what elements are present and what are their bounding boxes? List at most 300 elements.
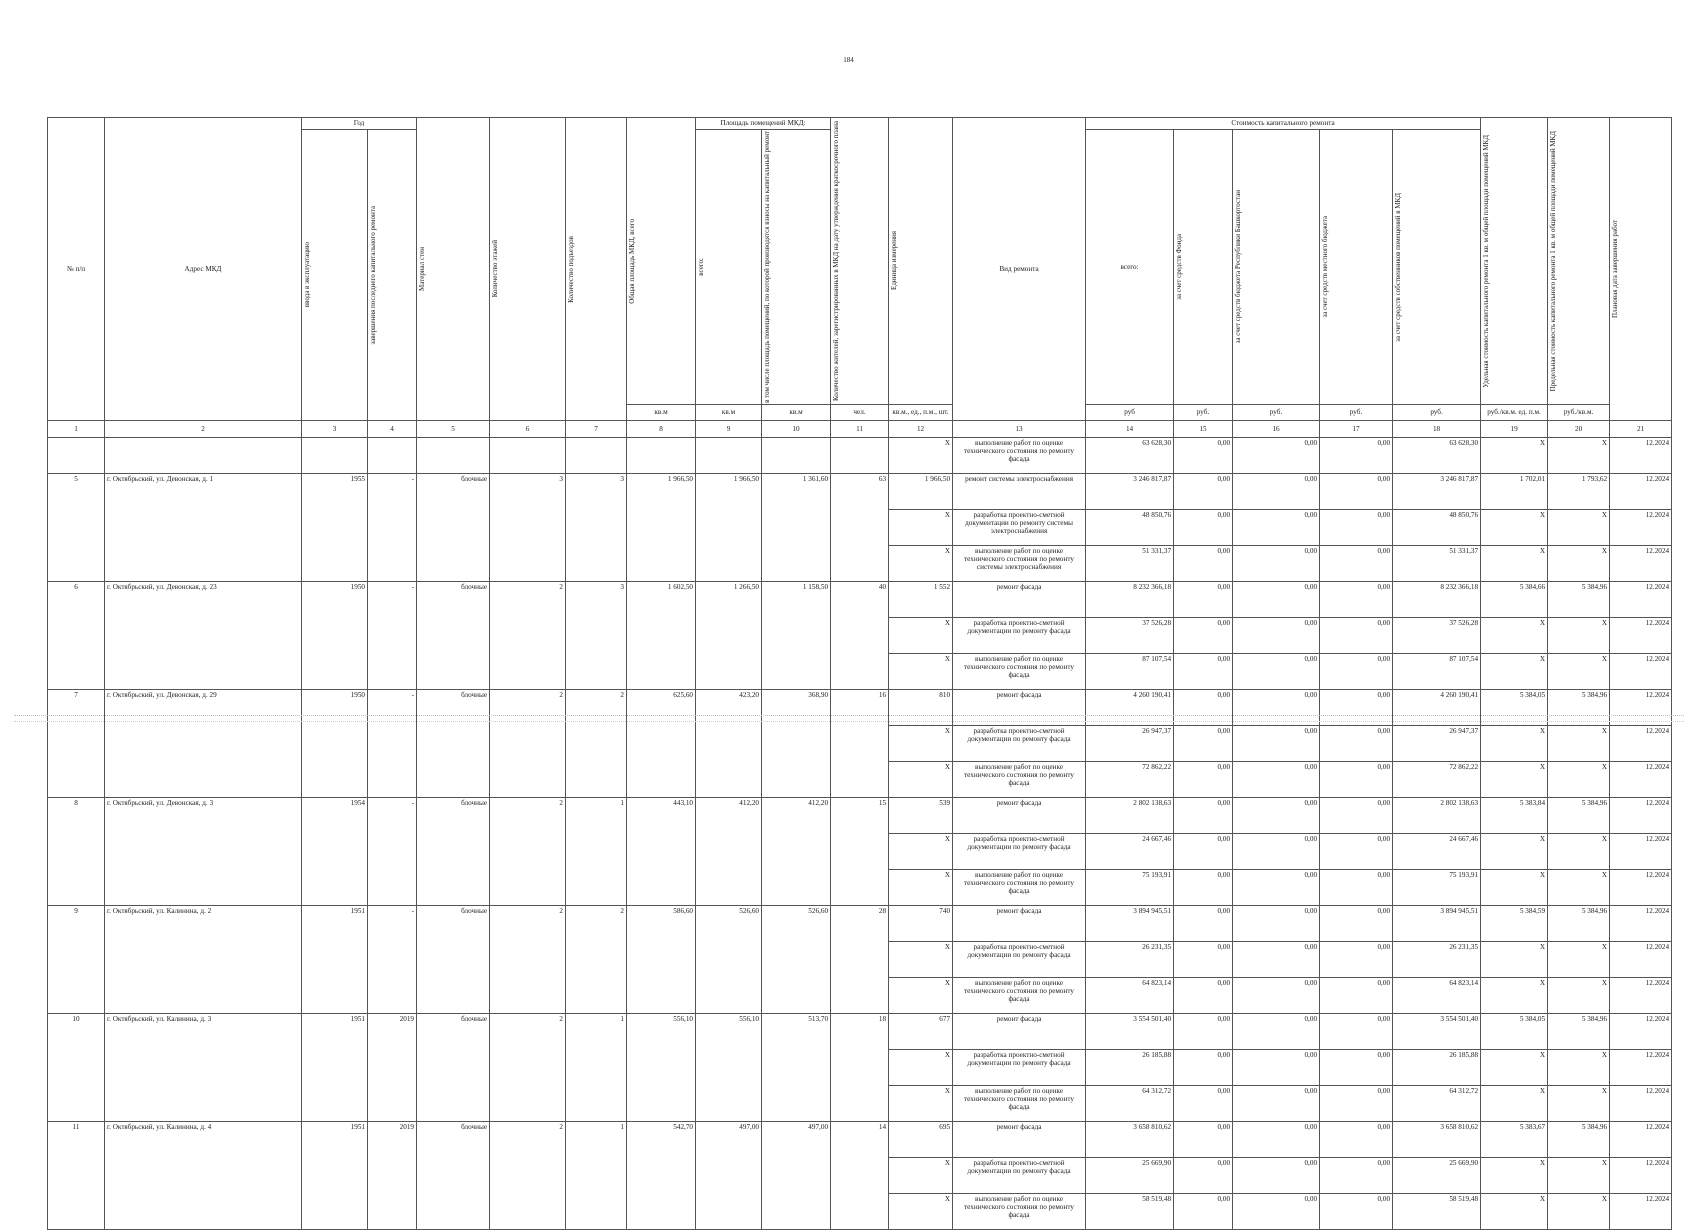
column-number: 21 (1610, 420, 1672, 437)
x-mark: X (889, 1157, 953, 1193)
unit-8: кв.м (627, 404, 696, 420)
house-address: г. Октябрьский, ул. Девонская, д. 3 (105, 797, 302, 905)
unit-cost: X (1481, 653, 1548, 689)
cost-total: 64 312,72 (1086, 1085, 1174, 1121)
planned-date: 12.2024 (1610, 1193, 1672, 1229)
premises-area: 412,20 (696, 797, 762, 905)
entrances-count: 1 (566, 1121, 627, 1229)
header-walls: Материал стен (418, 246, 427, 291)
cost-fund: 0,00 (1174, 1013, 1233, 1049)
header-repair-type: Вид ремонта (953, 118, 1086, 421)
cost-owners: 24 667,46 (1393, 833, 1481, 869)
floors-count: 3 (490, 473, 566, 581)
unit-cost: X (1481, 869, 1548, 905)
header-num: № п/п (48, 118, 105, 421)
cost-owners: 87 107,54 (1393, 653, 1481, 689)
wall-material: блочные (417, 797, 490, 905)
column-number: 16 (1233, 420, 1320, 437)
planned-date: 12.2024 (1610, 905, 1672, 941)
cost-local: 0,00 (1320, 617, 1393, 653)
wall-material: блочные (417, 581, 490, 689)
fee-area: 526,60 (762, 905, 831, 1013)
cost-fund: 0,00 (1174, 617, 1233, 653)
unit-17: руб. (1320, 404, 1393, 420)
residents-count: 14 (831, 1121, 889, 1229)
header-premises-total: всего: (697, 258, 706, 276)
unit-9: кв.м (696, 404, 762, 420)
cost-total: 3 554 501,40 (1086, 1013, 1174, 1049)
cost-local: 0,00 (1320, 1085, 1393, 1121)
cost-republic: 0,00 (1233, 1121, 1320, 1157)
house-address: г. Октябрьский, ул. Калинина, д. 2 (105, 905, 302, 1013)
column-number: 15 (1174, 420, 1233, 437)
header-local-budget: за счет средств местного бюджета (1321, 216, 1330, 318)
repair-type: выполнение работ по оценке технического состояния по ремонту фасада (953, 869, 1086, 905)
cost-total: 2 802 138,63 (1086, 797, 1174, 833)
cost-total: 3 246 817,87 (1086, 473, 1174, 509)
cost-owners: 75 193,91 (1393, 869, 1481, 905)
planned-date: 12.2024 (1610, 581, 1672, 617)
entrances-count: 2 (566, 905, 627, 1013)
header-fee-area: в том числе площадь помещений, по которой производятся взносы на капитальный ремонт (763, 131, 772, 403)
house-number: 10 (48, 1013, 105, 1121)
last-repair-year: 2019 (368, 1013, 417, 1121)
page-number: 184 (843, 56, 854, 64)
wall-material: блочные (417, 473, 490, 581)
x-mark: X (889, 653, 953, 689)
max-cost: X (1548, 977, 1610, 1013)
cost-fund: 0,00 (1174, 797, 1233, 833)
total-area: 586,60 (627, 905, 696, 1013)
header-floors: Количество этажей (491, 240, 500, 298)
cost-local: 0,00 (1320, 761, 1393, 797)
x-mark: X (889, 869, 953, 905)
header-last-repair: завершения последнего капитального ремонта (369, 205, 377, 345)
repair-type: выполнение работ по оценке технического состояния по ремонту фасада (953, 437, 1086, 473)
unit-value: 740 (889, 905, 953, 941)
cost-total: 26 231,35 (1086, 941, 1174, 977)
cost-total: 4 260 190,41 (1086, 689, 1174, 725)
planned-date: 12.2024 (1610, 617, 1672, 653)
column-number: 8 (627, 420, 696, 437)
cost-fund: 0,00 (1174, 1157, 1233, 1193)
premises-area: 526,60 (696, 905, 762, 1013)
max-cost: 5 384,96 (1548, 1121, 1610, 1157)
repair-type: ремонт системы электроснабжения (953, 473, 1086, 509)
planned-date: 12.2024 (1610, 509, 1672, 545)
cost-owners: 37 526,28 (1393, 617, 1481, 653)
unit-19: руб./кв.м. ед. п.м. (1481, 404, 1548, 420)
house-address: г. Октябрьский, ул. Девонская, д. 1 (105, 473, 302, 581)
column-number: 4 (368, 420, 417, 437)
cost-fund: 0,00 (1174, 581, 1233, 617)
planned-date: 12.2024 (1610, 1121, 1672, 1157)
total-area: 542,70 (627, 1121, 696, 1229)
planned-date: 12.2024 (1610, 761, 1672, 797)
x-mark: X (889, 977, 953, 1013)
house-number: 5 (48, 473, 105, 581)
column-number: 9 (696, 420, 762, 437)
table-row (48, 1121, 1672, 1157)
last-repair-year: 2019 (368, 1121, 417, 1229)
residents-count: 63 (831, 473, 889, 581)
cost-republic: 0,00 (1233, 545, 1320, 581)
house-number: 6 (48, 581, 105, 689)
unit-cost: X (1481, 1193, 1548, 1229)
entrances-count: 1 (566, 1013, 627, 1121)
header-premises-area: Площадь помещений МКД: (696, 118, 831, 130)
cost-republic: 0,00 (1233, 1085, 1320, 1121)
cost-local: 0,00 (1320, 653, 1393, 689)
capital-repair-table (47, 117, 1672, 1230)
planned-date: 12.2024 (1610, 689, 1672, 725)
continuation-row (48, 437, 1672, 473)
floors-count: 2 (490, 581, 566, 689)
header-year: Год (302, 118, 417, 130)
unit-cost: X (1481, 1157, 1548, 1193)
unit-cost: 5 383,84 (1481, 797, 1548, 833)
repair-type: выполнение работ по оценке технического состояния по ремонту системы электроснабжения (953, 545, 1086, 581)
x-mark: X (889, 833, 953, 869)
cost-total: 24 667,46 (1086, 833, 1174, 869)
max-cost: X (1548, 761, 1610, 797)
house-number: 9 (48, 905, 105, 1013)
unit-cost: X (1481, 725, 1548, 761)
cost-republic: 0,00 (1233, 725, 1320, 761)
column-number: 19 (1481, 420, 1548, 437)
cost-owners: 48 850,76 (1393, 509, 1481, 545)
unit-14: руб (1086, 404, 1174, 420)
repair-type: ремонт фасада (953, 581, 1086, 617)
planned-date: 12.2024 (1610, 473, 1672, 509)
header-planned-date: Плановая дата завершения работ (1611, 219, 1620, 318)
cost-republic: 0,00 (1233, 473, 1320, 509)
unit-cost: 1 702,01 (1481, 473, 1548, 509)
cost-fund: 0,00 (1174, 1049, 1233, 1085)
premises-area: 556,10 (696, 1013, 762, 1121)
entrances-count: 3 (566, 581, 627, 689)
unit-cost: 5 384,05 (1481, 1013, 1548, 1049)
column-number: 12 (889, 420, 953, 437)
residents-count: 15 (831, 797, 889, 905)
column-number: 1 (48, 420, 105, 437)
cost-total: 75 193,91 (1086, 869, 1174, 905)
premises-area: 423,20 (696, 689, 762, 797)
column-number: 7 (566, 420, 627, 437)
cost-fund: 0,00 (1174, 1193, 1233, 1229)
cost-republic: 0,00 (1233, 437, 1320, 473)
table-row (48, 689, 1672, 725)
floors-count: 2 (490, 1013, 566, 1121)
max-cost: X (1548, 941, 1610, 977)
x-mark: X (889, 725, 953, 761)
total-area: 443,10 (627, 797, 696, 905)
cost-local: 0,00 (1320, 1049, 1393, 1085)
cost-fund: 0,00 (1174, 509, 1233, 545)
cost-owners: 3 658 810,62 (1393, 1121, 1481, 1157)
cost-local: 0,00 (1320, 581, 1393, 617)
house-address: г. Октябрьский, ул. Калинина, д. 3 (105, 1013, 302, 1121)
max-cost: X (1548, 725, 1610, 761)
floors-count: 2 (490, 905, 566, 1013)
last-repair-year: - (368, 689, 417, 797)
unit-value: 695 (889, 1121, 953, 1157)
commission-year: 1951 (302, 905, 368, 1013)
cost-republic: 0,00 (1233, 1157, 1320, 1193)
unit-18: руб. (1393, 404, 1481, 420)
unit-cost: 5 384,66 (1481, 581, 1548, 617)
cost-republic: 0,00 (1233, 509, 1320, 545)
repair-type: разработка проектно-сметной документации по ремонту фасада (953, 725, 1086, 761)
cost-total: 25 669,90 (1086, 1157, 1174, 1193)
column-number: 20 (1548, 420, 1610, 437)
max-cost: X (1548, 833, 1610, 869)
cost-total: 48 850,76 (1086, 509, 1174, 545)
header-cost-total: всего: (1086, 130, 1174, 405)
cost-total: 63 628,30 (1086, 437, 1174, 473)
cost-total: 58 519,48 (1086, 1193, 1174, 1229)
table-row (48, 1013, 1672, 1049)
table-row (48, 797, 1672, 833)
commission-year: 1955 (302, 473, 368, 581)
unit-cost: X (1481, 437, 1548, 473)
cost-fund: 0,00 (1174, 941, 1233, 977)
max-cost: X (1548, 1157, 1610, 1193)
cost-owners: 58 519,48 (1393, 1193, 1481, 1229)
column-number: 17 (1320, 420, 1393, 437)
table-row (48, 473, 1672, 509)
unit-20: руб./кв.м. (1548, 404, 1610, 420)
cost-total: 51 331,37 (1086, 545, 1174, 581)
total-area: 1 966,50 (627, 473, 696, 581)
scan-artifact-line (14, 721, 1684, 722)
cost-fund: 0,00 (1174, 1085, 1233, 1121)
column-number: 14 (1086, 420, 1174, 437)
repair-type: разработка проектно-сметной документации по ремонту фасада (953, 617, 1086, 653)
cost-owners: 26 185,88 (1393, 1049, 1481, 1085)
repair-type: ремонт фасада (953, 689, 1086, 725)
cost-fund: 0,00 (1174, 833, 1233, 869)
header-max-cost: Предельная стоимость капитального ремонта 1 кв. м общей площади помещений МКД (1549, 130, 1558, 392)
planned-date: 12.2024 (1610, 1157, 1672, 1193)
x-mark: X (889, 545, 953, 581)
cost-fund: 0,00 (1174, 761, 1233, 797)
last-repair-year: - (368, 473, 417, 581)
cost-local: 0,00 (1320, 941, 1393, 977)
planned-date: 12.2024 (1610, 797, 1672, 833)
cost-republic: 0,00 (1233, 1013, 1320, 1049)
x-mark: X (889, 509, 953, 545)
planned-date: 12.2024 (1610, 725, 1672, 761)
unit-cost: X (1481, 761, 1548, 797)
max-cost: 1 793,62 (1548, 473, 1610, 509)
unit-cost: X (1481, 941, 1548, 977)
max-cost: X (1548, 653, 1610, 689)
cost-fund: 0,00 (1174, 725, 1233, 761)
residents-count: 18 (831, 1013, 889, 1121)
unit-11: чел. (831, 404, 889, 420)
max-cost: X (1548, 509, 1610, 545)
cost-republic: 0,00 (1233, 761, 1320, 797)
unit-value: 677 (889, 1013, 953, 1049)
cost-total: 3 894 945,51 (1086, 905, 1174, 941)
residents-count: 16 (831, 689, 889, 797)
max-cost: X (1548, 1049, 1610, 1085)
cost-total: 72 862,22 (1086, 761, 1174, 797)
planned-date: 12.2024 (1610, 869, 1672, 905)
fee-area: 1 158,50 (762, 581, 831, 689)
cost-fund: 0,00 (1174, 869, 1233, 905)
unit-cost: X (1481, 1049, 1548, 1085)
cost-fund: 0,00 (1174, 689, 1233, 725)
max-cost: 5 384,96 (1548, 797, 1610, 833)
header-total-area: Общая площадь МКД, всего (628, 218, 637, 304)
commission-year: 1950 (302, 581, 368, 689)
last-repair-year: - (368, 797, 417, 905)
fee-area: 497,00 (762, 1121, 831, 1229)
cost-local: 0,00 (1320, 545, 1393, 581)
cost-republic: 0,00 (1233, 689, 1320, 725)
max-cost: X (1548, 869, 1610, 905)
scan-artifact-line (14, 715, 1684, 716)
max-cost: X (1548, 545, 1610, 581)
header-unit: Единица измерения (890, 231, 899, 291)
cost-local: 0,00 (1320, 833, 1393, 869)
cost-owners: 8 232 366,18 (1393, 581, 1481, 617)
cost-republic: 0,00 (1233, 617, 1320, 653)
commission-year: 1951 (302, 1121, 368, 1229)
residents-count: 40 (831, 581, 889, 689)
repair-type: выполнение работ по оценке технического состояния по ремонту фасада (953, 1193, 1086, 1229)
cost-total: 3 658 810,62 (1086, 1121, 1174, 1157)
last-repair-year: - (368, 905, 417, 1013)
cost-total: 8 232 366,18 (1086, 581, 1174, 617)
column-numbers-row (48, 420, 1672, 437)
table-row (48, 905, 1672, 941)
unit-cost: 5 383,67 (1481, 1121, 1548, 1157)
max-cost: X (1548, 1193, 1610, 1229)
column-number: 18 (1393, 420, 1481, 437)
unit-cost: 5 384,05 (1481, 689, 1548, 725)
floors-count: 2 (490, 1121, 566, 1229)
max-cost: 5 384,96 (1548, 689, 1610, 725)
commission-year: 1951 (302, 1013, 368, 1121)
planned-date: 12.2024 (1610, 1013, 1672, 1049)
last-repair-year: - (368, 581, 417, 689)
header-cost: Стоимость капитального ремонта (1086, 118, 1481, 130)
repair-type: выполнение работ по оценке технического состояния по ремонту фасада (953, 977, 1086, 1013)
cost-owners: 4 260 190,41 (1393, 689, 1481, 725)
x-mark: X (889, 941, 953, 977)
column-number: 3 (302, 420, 368, 437)
repair-type: ремонт фасада (953, 1121, 1086, 1157)
repair-type: ремонт фасада (953, 1013, 1086, 1049)
cost-republic: 0,00 (1233, 1193, 1320, 1229)
column-number: 6 (490, 420, 566, 437)
cost-fund: 0,00 (1174, 905, 1233, 941)
planned-date: 12.2024 (1610, 1049, 1672, 1085)
cost-local: 0,00 (1320, 905, 1393, 941)
entrances-count: 3 (566, 473, 627, 581)
repair-type: ремонт фасада (953, 905, 1086, 941)
cost-local: 0,00 (1320, 1013, 1393, 1049)
cost-total: 26 947,37 (1086, 725, 1174, 761)
unit-value: 1 966,50 (889, 473, 953, 509)
x-mark: X (889, 1085, 953, 1121)
cost-local: 0,00 (1320, 1193, 1393, 1229)
cost-republic: 0,00 (1233, 1049, 1320, 1085)
cost-republic: 0,00 (1233, 977, 1320, 1013)
x-mark: X (889, 761, 953, 797)
cost-local: 0,00 (1320, 1121, 1393, 1157)
max-cost: 5 384,96 (1548, 1013, 1610, 1049)
unit-cost: X (1481, 1085, 1548, 1121)
cost-owners: 64 312,72 (1393, 1085, 1481, 1121)
unit-value: 539 (889, 797, 953, 833)
cost-republic: 0,00 (1233, 581, 1320, 617)
repair-type: разработка проектно-сметной документации по ремонту фасада (953, 1157, 1086, 1193)
cost-owners: 3 246 817,87 (1393, 473, 1481, 509)
max-cost: 5 384,96 (1548, 905, 1610, 941)
cost-local: 0,00 (1320, 797, 1393, 833)
cost-local: 0,00 (1320, 689, 1393, 725)
cost-total: 37 526,28 (1086, 617, 1174, 653)
cost-owners: 3 554 501,40 (1393, 1013, 1481, 1049)
cost-fund: 0,00 (1174, 653, 1233, 689)
cost-owners: 25 669,90 (1393, 1157, 1481, 1193)
total-area: 556,10 (627, 1013, 696, 1121)
unit-10: кв.м (762, 404, 831, 420)
header-owners: за счет средств собственников помещений в МКД (1394, 192, 1403, 342)
wall-material: блочные (417, 905, 490, 1013)
planned-date: 12.2024 (1610, 545, 1672, 581)
unit-cost: 5 384,59 (1481, 905, 1548, 941)
cost-owners: 51 331,37 (1393, 545, 1481, 581)
repair-type: выполнение работ по оценке технического состояния по ремонту фасада (953, 653, 1086, 689)
header-address: Адрес МКД (105, 118, 302, 421)
cost-republic: 0,00 (1233, 797, 1320, 833)
total-area: 1 602,50 (627, 581, 696, 689)
house-address: г. Октябрьский, ул. Калинина, д. 4 (105, 1121, 302, 1229)
wall-material: блочные (417, 1121, 490, 1229)
cost-local: 0,00 (1320, 977, 1393, 1013)
cost-total: 87 107,54 (1086, 653, 1174, 689)
header-unit-cost: Удельная стоимость капитального ремонта 1 кв. м общей площади помещений МКД (1482, 134, 1491, 388)
repair-type: выполнение работ по оценке технического состояния по ремонту фасада (953, 1085, 1086, 1121)
cost-local: 0,00 (1320, 725, 1393, 761)
house-number: 7 (48, 689, 105, 797)
column-number: 11 (831, 420, 889, 437)
residents-count: 28 (831, 905, 889, 1013)
unit-cost: X (1481, 545, 1548, 581)
floors-count: 2 (490, 797, 566, 905)
header-commission-year: ввода в эксплуатацию (303, 242, 311, 308)
column-number: 5 (417, 420, 490, 437)
planned-date: 12.2024 (1610, 653, 1672, 689)
planned-date: 12.2024 (1610, 437, 1672, 473)
x-mark: X (889, 1193, 953, 1229)
fee-area: 412,20 (762, 797, 831, 905)
premises-area: 1 266,50 (696, 581, 762, 689)
fee-area: 1 361,60 (762, 473, 831, 581)
header-fund: за счет средств Фонда (1175, 234, 1184, 300)
repair-type: выполнение работ по оценке технического состояния по ремонту фасада (953, 761, 1086, 797)
repair-type: разработка проектно-сметной документации по ремонту системы электроснабжения (953, 509, 1086, 545)
planned-date: 12.2024 (1610, 941, 1672, 977)
fee-area: 368,90 (762, 689, 831, 797)
premises-area: 497,00 (696, 1121, 762, 1229)
cost-republic: 0,00 (1233, 869, 1320, 905)
